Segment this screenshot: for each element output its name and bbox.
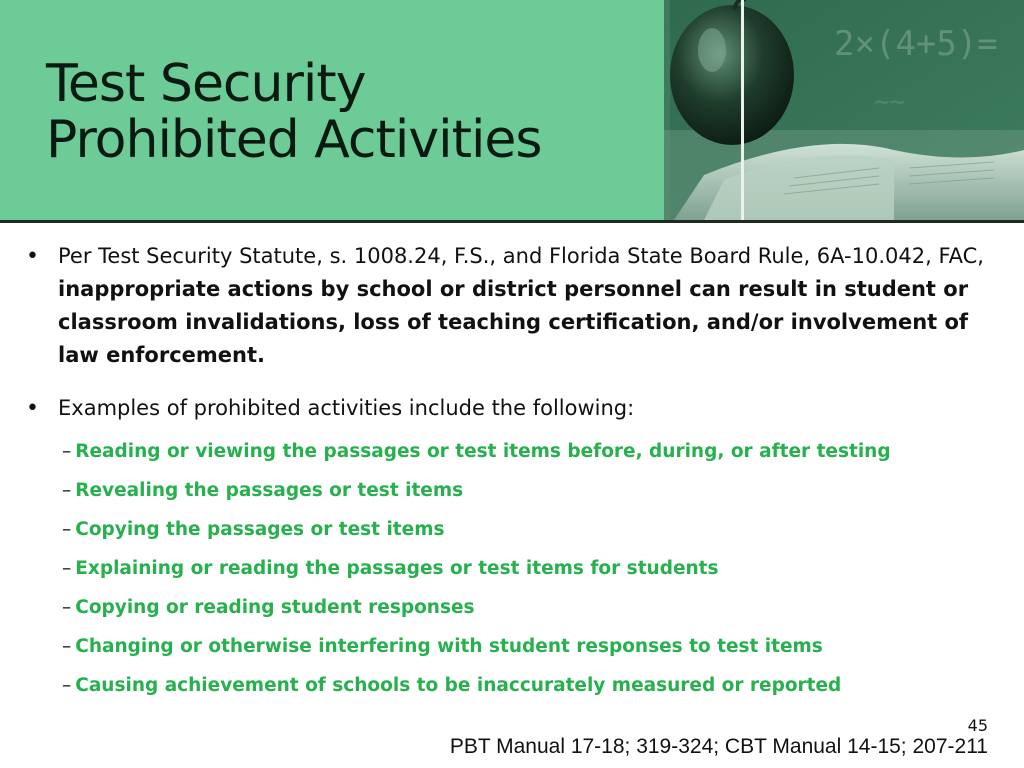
svg-text:~~: ~~ — [874, 87, 906, 117]
bullet-marker: • — [26, 244, 39, 269]
manual-reference: PBT Manual 17-18; 319-324; CBT Manual 14-15; 207-211 — [449, 735, 988, 758]
page-number: 45 — [967, 716, 988, 735]
title-line-2: Prohibited Activities — [46, 110, 542, 170]
list-item-text: Explaining or reading the passages or test items for students — [75, 558, 719, 579]
list-item-text: Copying or reading student responses — [75, 597, 475, 618]
slide-title — [46, 56, 542, 168]
bullet-statute-bold: inappropriate actions by school or district personnel can result in student or classroom invalidations, loss of teaching certification, and/or involvement of law enforcement. — [58, 277, 969, 367]
list-item: – Copying the passages or test items — [62, 519, 445, 540]
apple-on-book-photo — [664, 0, 1024, 220]
svg-text:2×(4+5)=: 2×(4+5)= — [834, 24, 998, 64]
bullet-examples: Examples of prohibited activities include the following: — [58, 396, 635, 420]
list-item: – Explaining or reading the passages or test items for students — [62, 558, 719, 579]
list-item-text: Revealing the passages or test items — [75, 480, 464, 501]
bullet-statute-normal: Per Test Security Statute, s. 1008.24, F.S., and Florida State Board Rule, 6A-10.042, FAC, — [58, 244, 984, 268]
list-item-text: Copying the passages or test items — [75, 519, 445, 540]
list-item-text: Changing or otherwise interfering with student responses to test items — [75, 636, 823, 657]
list-item: – Revealing the passages or test items — [62, 480, 464, 501]
list-item-text: Reading or viewing the passages or test items before, during, or after testing — [75, 441, 891, 462]
list-item: – Causing achievement of schools to be inaccurately measured or reported — [62, 675, 842, 696]
bullet-marker: • — [26, 396, 39, 421]
list-item: – Reading or viewing the passages or test items before, during, or after testing — [62, 441, 891, 462]
list-item: – Copying or reading student responses — [62, 597, 475, 618]
bullet-statute — [58, 240, 988, 372]
title-line-1: Test Security — [46, 54, 366, 114]
list-item: – Changing or otherwise interfering with student responses to test items — [62, 636, 823, 657]
list-item-text: Causing achievement of schools to be inaccurately measured or reported — [75, 675, 842, 696]
header-divider — [0, 220, 1024, 223]
